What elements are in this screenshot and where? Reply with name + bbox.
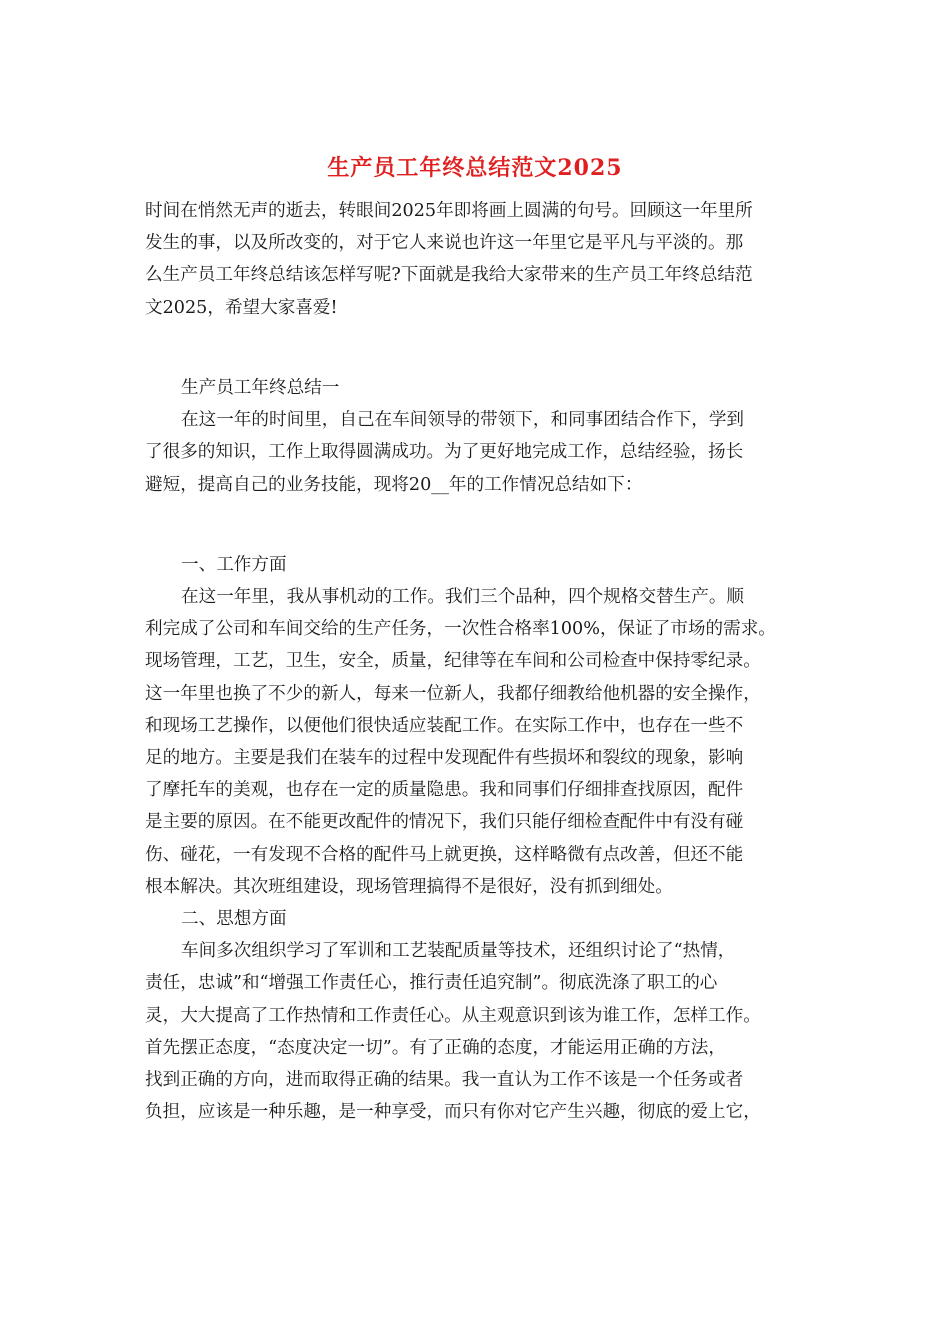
intro-paragraph (145, 195, 811, 324)
document-title: 生产员工年终总结范文2025 (327, 155, 623, 181)
paragraph-gap (145, 533, 811, 549)
text-line: 负担，应该是一种乐趣，是一种享受，而只有你对它产生兴趣，彻底的爱上它， (145, 1102, 761, 1123)
text-line: 文2025，希望大家喜爱! (145, 297, 338, 318)
paragraph-gap (145, 356, 811, 372)
thought-paragraph (145, 935, 811, 1128)
text-line: 现场管理，工艺，卫生，安全，质量，纪律等在车间和公司检查中保持零纪录。 (145, 651, 761, 672)
text-line: 避短，提高自己的业务技能，现将20__年的工作情况总结如下： (145, 474, 643, 495)
text-line: 灵，大大提高了工作热情和工作责任心。从主观意识到该为谁工作，怎样工作。 (145, 1005, 761, 1026)
text-line: 首先摆正态度，“态度决定一切”。有了正确的态度，才能运用正确的方法， (145, 1037, 726, 1058)
text-line: 车间多次组织学习了军训和工艺装配质量等技术，还组织讨论了“热情， (181, 941, 736, 962)
text-line: 责任，忠诚”和“增强工作责任心，推行责任追究制”。彻底洗涤了职工的心 (145, 973, 718, 994)
text-line: 伤、碰花，一有发现不合格的配件马上就更换，这样略微有点改善，但还不能 (145, 844, 744, 865)
text-line: 是主要的原因。在不能更改配件的情况下，我们只能仔细检查配件中有没有碰 (145, 812, 744, 833)
text-line: 了很多的知识，工作上取得圆满成功。为了更好地完成工作，总结经验，扬长 (145, 442, 744, 463)
text-line: 这一年里也换了不少的新人，每来一位新人，我都仔细教给他机器的安全操作， (145, 683, 761, 704)
section1-paragraph (145, 404, 811, 501)
text-line: 找到正确的方向，进而取得正确的结果。我一直认为工作不该是一个任务或者 (145, 1069, 744, 1090)
thought-heading: 二、思想方面 (181, 908, 287, 929)
text-line: 利完成了公司和车间交给的生产任务，一次性合格率100%，保证了市场的需求。 (145, 619, 776, 640)
paragraph-gap (145, 324, 811, 356)
paragraph-gap (145, 501, 811, 533)
text-line: 在这一年的时间里，自己在车间领导的带领下，和同事团结合作下，学到 (181, 410, 745, 431)
work-heading: 一、工作方面 (181, 554, 287, 575)
text-line: 时间在悄然无声的逝去，转眼间2025年即将画上圆满的句号。回顾这一年里所 (145, 201, 753, 221)
text-line: 发生的事，以及所改变的，对于它人来说也许这一年里它是平凡与平淡的。那 (145, 233, 744, 254)
text-line: 了摩托车的美观，也存在一定的质量隐患。我和同事们仔细排查找原因，配件 (145, 780, 744, 801)
work-paragraph (145, 581, 811, 903)
section-heading: 生产员工年终总结一 (181, 377, 340, 398)
text-line: 和现场工艺操作，以便他们很快适应装配工作。在实际工作中，也存在一些不 (145, 715, 744, 736)
text-line: 根本解决。其次班组建设，现场管理搞得不是很好，没有抓到细处。 (145, 876, 673, 897)
text-line: 足的地方。主要是我们在装车的过程中发现配件有些损坏和裂纹的现象，影响 (145, 748, 744, 768)
document-body (145, 195, 811, 1128)
text-line: 么生产员工年终总结该怎样写呢?下面就是我给大家带来的生产员工年终总结范 (145, 265, 753, 286)
text-line: 在这一年里，我从事机动的工作。我们三个品种，四个规格交替生产。顺 (181, 587, 745, 608)
